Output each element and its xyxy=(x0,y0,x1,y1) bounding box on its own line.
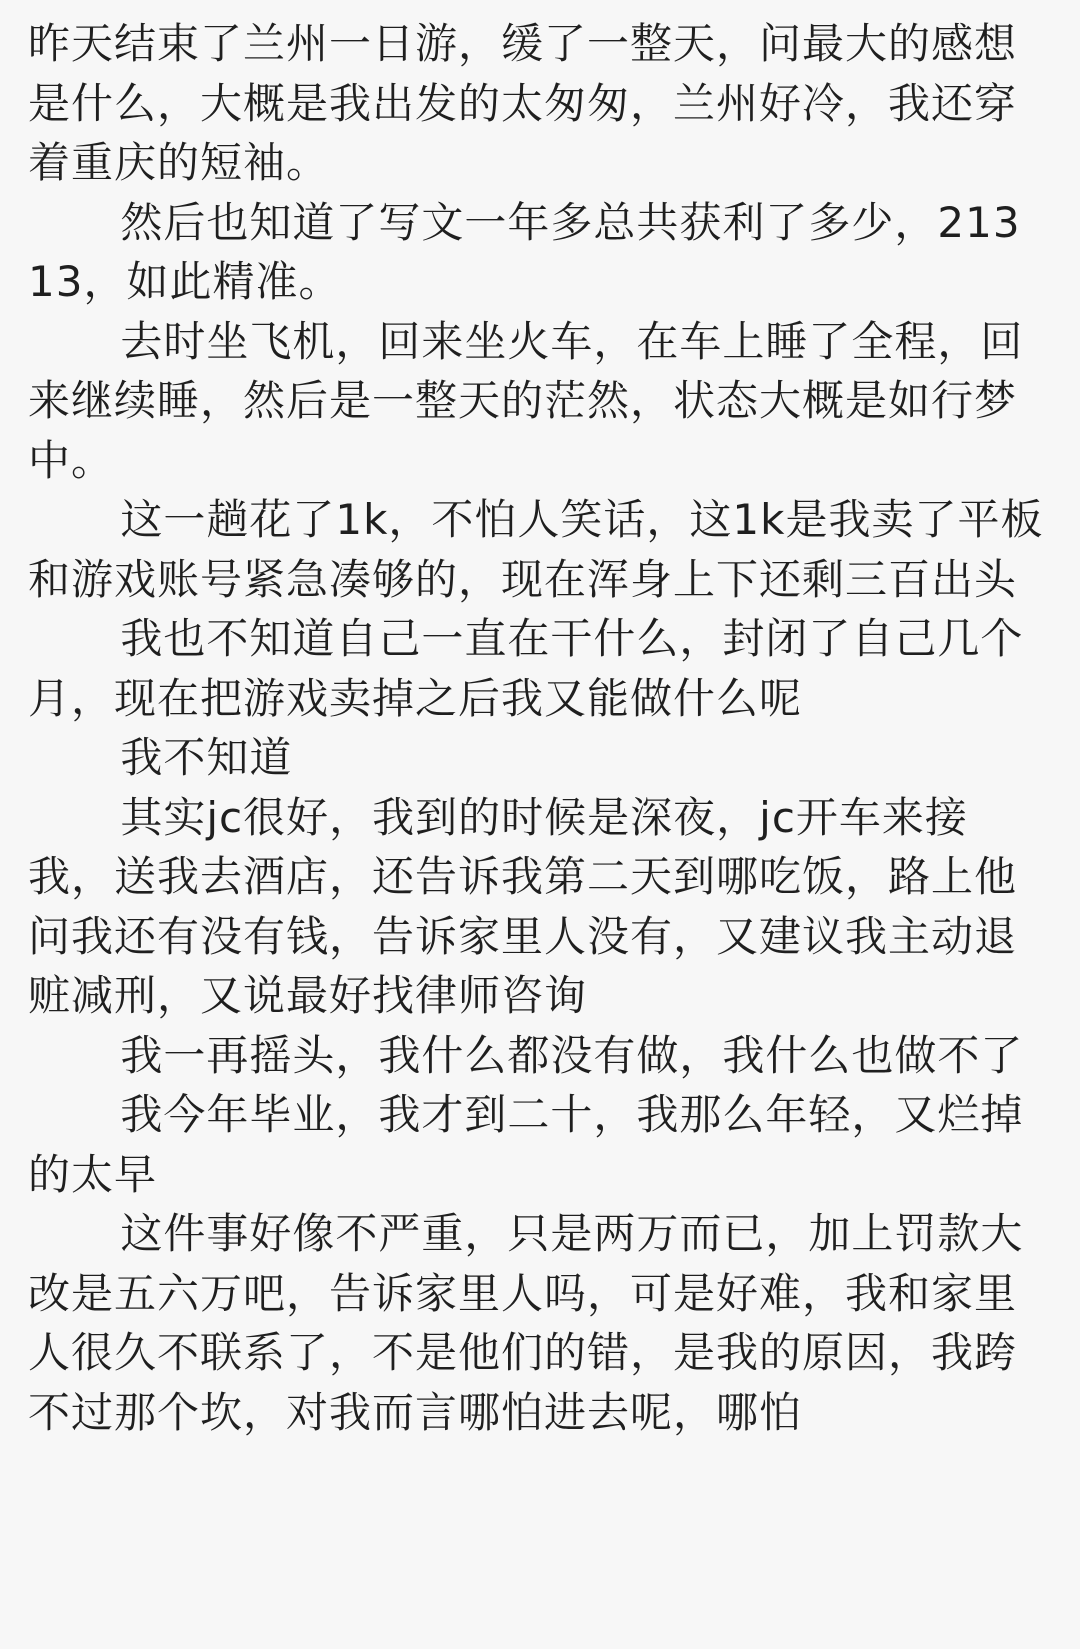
paragraph-6: 我不知道 xyxy=(120,733,293,782)
paragraph-10: 这件事好像不严重，只是两万而已，加上罚款大改是五六万吧，告诉家里人吗，可是好难，我和家里人很久不联系了，不是他们的错，是我的原因，我跨不过那个坎，对我而言哪怕进去呢，哪怕 xyxy=(28,1209,1024,1437)
paragraph-3: 去时坐飞机，回来坐火车，在车上睡了全程，回来继续睡，然后是一整天的茫然，状态大概是如行梦中。 xyxy=(28,316,1024,485)
paragraph-2: 然后也知道了写文一年多总共获利了多少，21313，如此精准。 xyxy=(28,197,1021,306)
paragraph-7: 其实jc很好，我到的时候是深夜，jc开车来接我，送我去酒店，还告诉我第二天到哪吃饭，路上他问我还有没有钱，告诉家里人没有，又建议我主动退赃减刑，又说最好找律师咨询 xyxy=(28,792,1018,1020)
bottom-fade xyxy=(0,1609,1080,1649)
paragraph-9: 我今年毕业，我才到二十，我那么年轻，又烂掉的太早 xyxy=(28,1090,1024,1199)
paragraph-1: 昨天结束了兰州一日游，缓了一整天，问最大的感想是什么，大概是我出发的太匆匆，兰州好冷，我还穿着重庆的短袖。 xyxy=(28,19,1018,187)
document-body xyxy=(28,14,1048,1442)
paragraph-8: 我一再摇头，我什么都没有做，我什么也做不了 xyxy=(120,1030,1024,1080)
paragraph-5: 我也不知道自己一直在干什么，封闭了自己几个月，现在把游戏卖掉之后我又能做什么呢 xyxy=(28,614,1024,723)
paragraph-4: 这一趟花了1k，不怕人笑话，这1k是我卖了平板和游戏账号紧急凑够的，现在浑身上下还剩三百出头 xyxy=(28,495,1044,604)
